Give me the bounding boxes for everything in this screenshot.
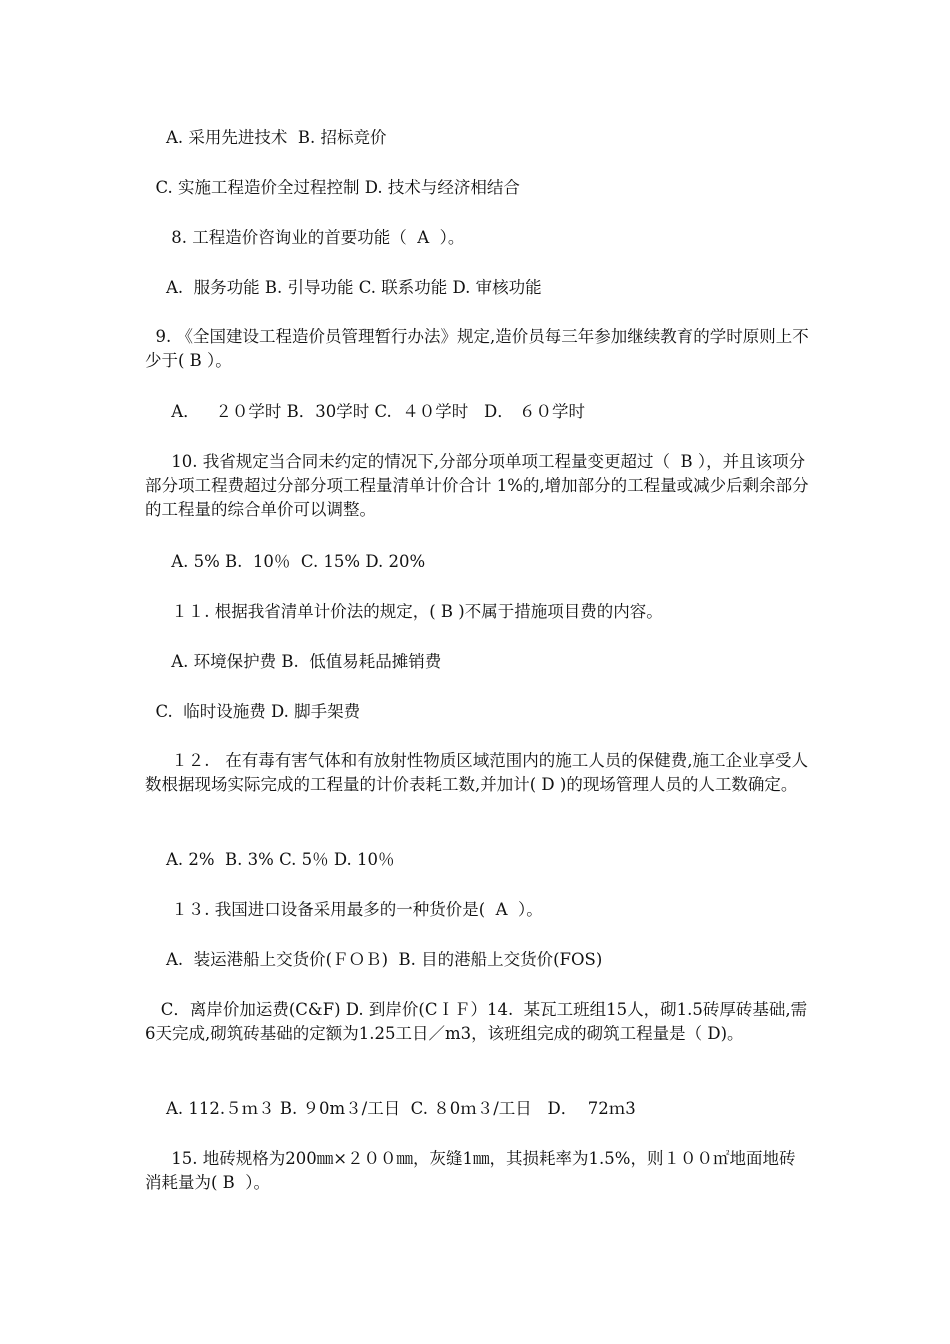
question-8: 8. 工程造价咨询业的首要功能（ A ）。 xyxy=(145,228,465,247)
question-11: １１. 根据我省清单计价法的规定，( B )不属于措施项目费的内容。 xyxy=(145,602,663,621)
option-line-13cd-question-14: C．离岸价加运费(C&F) D. 到岸价(CＩＦ）14. 某瓦工班组15人，砌1.5砖厚砖基础,需6天完成,砌筑砖基础的定额为1.25工日／m3，该班组完成的砌筑工程量是（ D)。 xyxy=(145,1000,808,1043)
option-line-13ab: A. 装运港船上交货价(ＦＯＢ) B. 目的港船上交货价(FOS) xyxy=(145,950,603,969)
option-line-11ab: A. 环境保护费 B. 低值易耗品摊销费 xyxy=(145,652,442,671)
options-8: A. 服务功能 B. 引导功能 C. 联系功能 D. 审核功能 xyxy=(145,278,542,297)
question-9: 9. 《全国建设工程造价员管理暂行办法》规定,造价员每三年参加继续教育的学时原则上不少于( B ）。 xyxy=(145,327,809,370)
option-line-11cd: C. 临时设施费 D. 脚手架费 xyxy=(145,702,361,721)
options-10: A. 5% B. 10％ C. 15% D. 20% xyxy=(145,552,426,571)
option-line-7ab: A. 采用先进技术 B. 招标竞价 xyxy=(145,128,387,147)
question-10: 10. 我省规定当合同未约定的情况下,分部分项单项工程量变更超过（ B ），并且该项分部分项工程费超过分部分项工程量清单计价合计 1%的,增加部分的工程量或减少后剩余部分的工程量的综合单价可以调整。 xyxy=(145,452,809,519)
options-14: A. 112.５ｍ３ B. ９0m３/工日 C. ８0ｍ３/工日 D． 72ｍ3 xyxy=(145,1099,636,1118)
question-12: １２. 在有毒有害气体和有放射性物质区域范围内的施工人员的保健费,施工企业享受人数根据现场实际完成的工程量的计价表耗工数,并加计( D )的现场管理人员的人工数确定。 xyxy=(145,751,808,794)
option-line-7cd: C. 实施工程造价全过程控制 D. 技术与经济相结合 xyxy=(145,178,520,197)
options-9: A． ２０学时 B．30学时 C. ４０学时 D． ６０学时 xyxy=(145,402,585,421)
question-15: 15. 地砖规格为200㎜×２００㎜，灰缝1㎜，其损耗率为1.5%，则１００㎡地面地砖消耗量为( B ）。 xyxy=(145,1149,796,1192)
options-12: A. 2% B. 3% C. 5％ D. 10％ xyxy=(145,850,395,869)
question-13: １３. 我国进口设备采用最多的一种货价是( A ）。 xyxy=(145,900,543,919)
